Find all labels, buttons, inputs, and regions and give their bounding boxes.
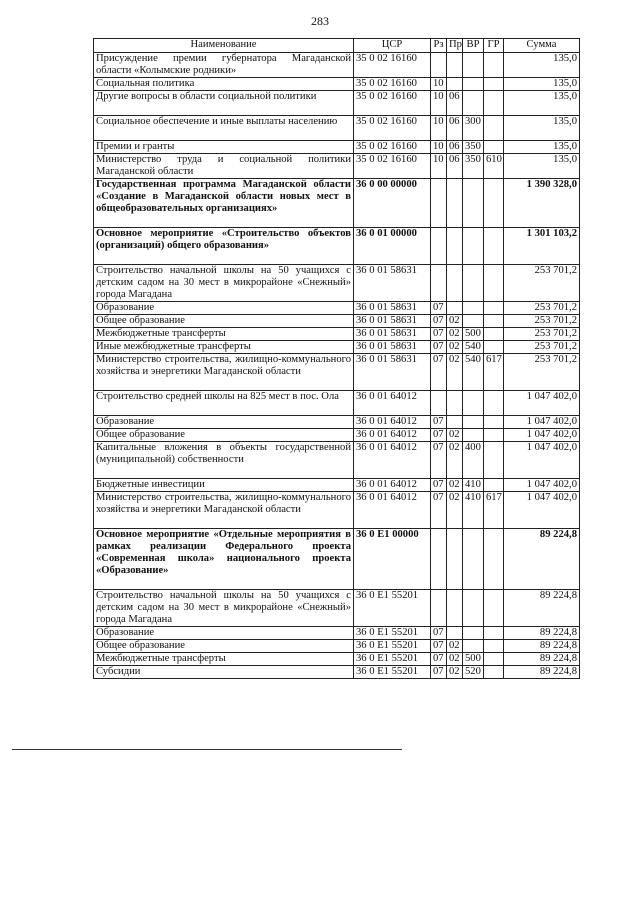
- cell-csr: 35 0 02 16160: [354, 91, 431, 116]
- cell-name: Основное мероприятие «Строительство объектов (организаций) общего образования»: [94, 228, 354, 265]
- cell-gr: [484, 328, 504, 341]
- cell-sum: 253 701,2: [504, 341, 580, 354]
- cell-gr: [484, 640, 504, 653]
- table-row: [94, 78, 580, 91]
- cell-gr: [484, 78, 504, 91]
- cell-pr: 06: [447, 141, 463, 154]
- cell-gr: [484, 429, 504, 442]
- cell-gr: 617: [484, 492, 504, 529]
- cell-name: Государственная программа Магаданской области «Создание в Магаданской области новых мест в общеобразовательных организациях»: [94, 179, 354, 228]
- cell-sum: 253 701,2: [504, 328, 580, 341]
- cell-rz: 07: [431, 479, 447, 492]
- cell-sum: 1 047 402,0: [504, 391, 580, 416]
- cell-vr: [463, 53, 484, 78]
- cell-vr: [463, 302, 484, 315]
- cell-csr: 35 0 02 16160: [354, 78, 431, 91]
- cell-pr: [447, 78, 463, 91]
- table-row: [94, 328, 580, 341]
- cell-gr: [484, 265, 504, 302]
- cell-gr: [484, 666, 504, 679]
- cell-csr: 36 0 E1 00000: [354, 529, 431, 590]
- cell-sum: 135,0: [504, 141, 580, 154]
- cell-csr: 36 0 01 64012: [354, 416, 431, 429]
- cell-name: Основное мероприятие «Отдельные мероприятия в рамках реализации Федерального проекта «Современная школа» национального проекта «Образование»: [94, 529, 354, 590]
- cell-name: Строительство средней школы на 825 мест в пос. Ола: [94, 391, 354, 416]
- cell-name: Присуждение премии губернатора Магаданской области «Колымские родники»: [94, 53, 354, 78]
- table-row: [94, 53, 580, 78]
- cell-rz: [431, 53, 447, 78]
- cell-pr: 02: [447, 479, 463, 492]
- cell-rz: [431, 391, 447, 416]
- cell-vr: 520: [463, 666, 484, 679]
- cell-pr: [447, 179, 463, 228]
- cell-csr: 36 0 E1 55201: [354, 590, 431, 627]
- cell-name: Образование: [94, 302, 354, 315]
- cell-csr: 35 0 02 16160: [354, 141, 431, 154]
- table-row: [94, 179, 580, 228]
- cell-pr: [447, 302, 463, 315]
- cell-sum: 89 224,8: [504, 653, 580, 666]
- cell-gr: [484, 653, 504, 666]
- cell-pr: 02: [447, 640, 463, 653]
- cell-csr: 36 0 01 64012: [354, 442, 431, 479]
- cell-name: Бюджетные инвестиции: [94, 479, 354, 492]
- budget-table: [93, 38, 580, 679]
- cell-pr: [447, 265, 463, 302]
- cell-name: Социальная политика: [94, 78, 354, 91]
- cell-gr: [484, 479, 504, 492]
- table-row: [94, 492, 580, 529]
- cell-rz: 07: [431, 492, 447, 529]
- cell-vr: 400: [463, 442, 484, 479]
- cell-name: Социальное обеспечение и иные выплаты населению: [94, 116, 354, 141]
- cell-rz: 10: [431, 141, 447, 154]
- cell-sum: 89 224,8: [504, 590, 580, 627]
- cell-gr: [484, 228, 504, 265]
- cell-rz: 10: [431, 91, 447, 116]
- cell-name: Другие вопросы в области социальной политики: [94, 91, 354, 116]
- cell-name: Капитальные вложения в объекты государственной (муниципальной) собственности: [94, 442, 354, 479]
- cell-vr: [463, 429, 484, 442]
- cell-rz: 07: [431, 666, 447, 679]
- cell-name: Межбюджетные трансферты: [94, 653, 354, 666]
- cell-pr: [447, 529, 463, 590]
- cell-rz: 07: [431, 653, 447, 666]
- cell-gr: [484, 442, 504, 479]
- cell-gr: 617: [484, 354, 504, 391]
- cell-name: Общее образование: [94, 315, 354, 328]
- cell-sum: 1 047 402,0: [504, 429, 580, 442]
- cell-rz: 10: [431, 116, 447, 141]
- cell-gr: [484, 627, 504, 640]
- table-row: [94, 429, 580, 442]
- cell-pr: 02: [447, 442, 463, 479]
- cell-vr: [463, 179, 484, 228]
- cell-sum: 253 701,2: [504, 265, 580, 302]
- cell-rz: 07: [431, 429, 447, 442]
- header-sum: Сумма: [504, 39, 580, 53]
- table-row: [94, 154, 580, 179]
- cell-csr: 36 0 01 58631: [354, 354, 431, 391]
- cell-vr: [463, 391, 484, 416]
- table-row: [94, 116, 580, 141]
- cell-csr: 36 0 E1 55201: [354, 653, 431, 666]
- cell-csr: 36 0 01 64012: [354, 492, 431, 529]
- cell-csr: 36 0 01 64012: [354, 429, 431, 442]
- table-row: [94, 416, 580, 429]
- table-row: [94, 529, 580, 590]
- cell-pr: [447, 627, 463, 640]
- cell-vr: [463, 416, 484, 429]
- cell-sum: 135,0: [504, 116, 580, 141]
- cell-rz: 10: [431, 154, 447, 179]
- cell-gr: [484, 116, 504, 141]
- cell-rz: [431, 590, 447, 627]
- cell-csr: 35 0 02 16160: [354, 53, 431, 78]
- cell-vr: [463, 529, 484, 590]
- cell-csr: 36 0 01 58631: [354, 265, 431, 302]
- cell-name: Иные межбюджетные трансферты: [94, 341, 354, 354]
- cell-gr: [484, 315, 504, 328]
- table-row: [94, 354, 580, 391]
- cell-pr: 02: [447, 341, 463, 354]
- cell-csr: 35 0 02 16160: [354, 116, 431, 141]
- cell-sum: 253 701,2: [504, 302, 580, 315]
- cell-vr: 410: [463, 479, 484, 492]
- table-row: [94, 91, 580, 116]
- table-row: [94, 666, 580, 679]
- table-row: [94, 228, 580, 265]
- cell-sum: 89 224,8: [504, 666, 580, 679]
- cell-vr: 540: [463, 354, 484, 391]
- cell-gr: [484, 341, 504, 354]
- cell-csr: 36 0 01 58631: [354, 315, 431, 328]
- cell-sum: 89 224,8: [504, 640, 580, 653]
- cell-csr: 36 0 01 64012: [354, 391, 431, 416]
- cell-rz: [431, 529, 447, 590]
- cell-sum: 1 047 402,0: [504, 479, 580, 492]
- cell-gr: [484, 302, 504, 315]
- cell-pr: 02: [447, 315, 463, 328]
- header-csr: ЦСР: [354, 39, 431, 53]
- cell-vr: [463, 228, 484, 265]
- cell-csr: 36 0 01 58631: [354, 341, 431, 354]
- cell-vr: 500: [463, 328, 484, 341]
- cell-csr: 36 0 01 58631: [354, 302, 431, 315]
- cell-vr: 540: [463, 341, 484, 354]
- cell-sum: 1 301 103,2: [504, 228, 580, 265]
- cell-rz: 07: [431, 315, 447, 328]
- cell-rz: [431, 265, 447, 302]
- cell-sum: 135,0: [504, 154, 580, 179]
- header-name: Наименование: [94, 39, 354, 53]
- table-row: [94, 341, 580, 354]
- table-row: [94, 391, 580, 416]
- cell-vr: [463, 640, 484, 653]
- table-row: [94, 627, 580, 640]
- table-body: [94, 53, 580, 679]
- cell-gr: [484, 91, 504, 116]
- cell-name: Строительство начальной школы на 50 учащихся с детским садом на 30 мест в микрорайоне «Снежный» города Магадана: [94, 590, 354, 627]
- cell-sum: 135,0: [504, 53, 580, 78]
- table-row: [94, 302, 580, 315]
- cell-rz: 07: [431, 354, 447, 391]
- cell-gr: [484, 529, 504, 590]
- header-vr: ВР: [463, 39, 484, 53]
- cell-sum: 89 224,8: [504, 529, 580, 590]
- table-row: [94, 442, 580, 479]
- cell-pr: 02: [447, 328, 463, 341]
- cell-rz: 07: [431, 341, 447, 354]
- cell-vr: [463, 590, 484, 627]
- cell-csr: 36 0 01 00000: [354, 228, 431, 265]
- cell-rz: 07: [431, 640, 447, 653]
- cell-vr: 300: [463, 116, 484, 141]
- cell-sum: 1 047 402,0: [504, 416, 580, 429]
- cell-gr: [484, 141, 504, 154]
- cell-vr: 500: [463, 653, 484, 666]
- cell-rz: 07: [431, 328, 447, 341]
- table-row: [94, 640, 580, 653]
- cell-rz: 10: [431, 78, 447, 91]
- cell-pr: [447, 416, 463, 429]
- cell-pr: [447, 53, 463, 78]
- cell-vr: 350: [463, 154, 484, 179]
- cell-vr: [463, 315, 484, 328]
- cell-pr: [447, 391, 463, 416]
- cell-pr: 02: [447, 354, 463, 391]
- cell-gr: [484, 179, 504, 228]
- cell-rz: 07: [431, 302, 447, 315]
- table-row: [94, 141, 580, 154]
- cell-pr: 02: [447, 666, 463, 679]
- header-gr: ГР: [484, 39, 504, 53]
- cell-gr: 610: [484, 154, 504, 179]
- cell-vr: 350: [463, 141, 484, 154]
- cell-rz: 07: [431, 442, 447, 479]
- cell-pr: [447, 590, 463, 627]
- table-row: [94, 265, 580, 302]
- cell-csr: 36 0 E1 55201: [354, 666, 431, 679]
- cell-rz: [431, 179, 447, 228]
- cell-csr: 36 0 01 64012: [354, 479, 431, 492]
- cell-pr: 06: [447, 116, 463, 141]
- cell-csr: 36 0 01 58631: [354, 328, 431, 341]
- cell-sum: 1 047 402,0: [504, 492, 580, 529]
- table-row: [94, 653, 580, 666]
- table-row: [94, 590, 580, 627]
- cell-pr: 02: [447, 429, 463, 442]
- cell-vr: 410: [463, 492, 484, 529]
- page-number: 283: [311, 14, 329, 28]
- cell-name: Образование: [94, 627, 354, 640]
- cell-csr: 36 0 E1 55201: [354, 640, 431, 653]
- cell-rz: 07: [431, 627, 447, 640]
- cell-name: Общее образование: [94, 429, 354, 442]
- cell-gr: [484, 590, 504, 627]
- cell-pr: [447, 228, 463, 265]
- cell-name: Министерство строительства, жилищно-коммунального хозяйства и энергетики Магаданской области: [94, 354, 354, 391]
- cell-name: Министерство труда и социальной политики Магаданской области: [94, 154, 354, 179]
- cell-name: Общее образование: [94, 640, 354, 653]
- cell-name: Министерство строительства, жилищно-коммунального хозяйства и энергетики Магаданской области: [94, 492, 354, 529]
- cell-name: Субсидии: [94, 666, 354, 679]
- cell-pr: 02: [447, 653, 463, 666]
- cell-sum: 135,0: [504, 91, 580, 116]
- header-pr: Пр: [447, 39, 463, 53]
- cell-name: Образование: [94, 416, 354, 429]
- cell-name: Премии и гранты: [94, 141, 354, 154]
- cell-sum: 253 701,2: [504, 354, 580, 391]
- header-rz: Рз: [431, 39, 447, 53]
- cell-gr: [484, 391, 504, 416]
- table-row: [94, 479, 580, 492]
- cell-vr: [463, 627, 484, 640]
- cell-sum: 1 047 402,0: [504, 442, 580, 479]
- cell-vr: [463, 265, 484, 302]
- cell-vr: [463, 91, 484, 116]
- cell-sum: 89 224,8: [504, 627, 580, 640]
- cell-rz: 07: [431, 416, 447, 429]
- cell-gr: [484, 416, 504, 429]
- cell-name: Межбюджетные трансферты: [94, 328, 354, 341]
- cell-pr: 06: [447, 91, 463, 116]
- cell-pr: 02: [447, 492, 463, 529]
- table-row: [94, 315, 580, 328]
- cell-gr: [484, 53, 504, 78]
- cell-sum: 1 390 328,0: [504, 179, 580, 228]
- footer-divider: [12, 749, 402, 750]
- cell-pr: 06: [447, 154, 463, 179]
- cell-sum: 253 701,2: [504, 315, 580, 328]
- cell-name: Строительство начальной школы на 50 учащихся с детским садом на 30 мест в микрорайоне «Снежный» города Магадана: [94, 265, 354, 302]
- cell-sum: 135,0: [504, 78, 580, 91]
- cell-rz: [431, 228, 447, 265]
- table-header-row: [94, 39, 580, 53]
- cell-csr: 36 0 00 00000: [354, 179, 431, 228]
- cell-csr: 36 0 E1 55201: [354, 627, 431, 640]
- cell-vr: [463, 78, 484, 91]
- cell-csr: 35 0 02 16160: [354, 154, 431, 179]
